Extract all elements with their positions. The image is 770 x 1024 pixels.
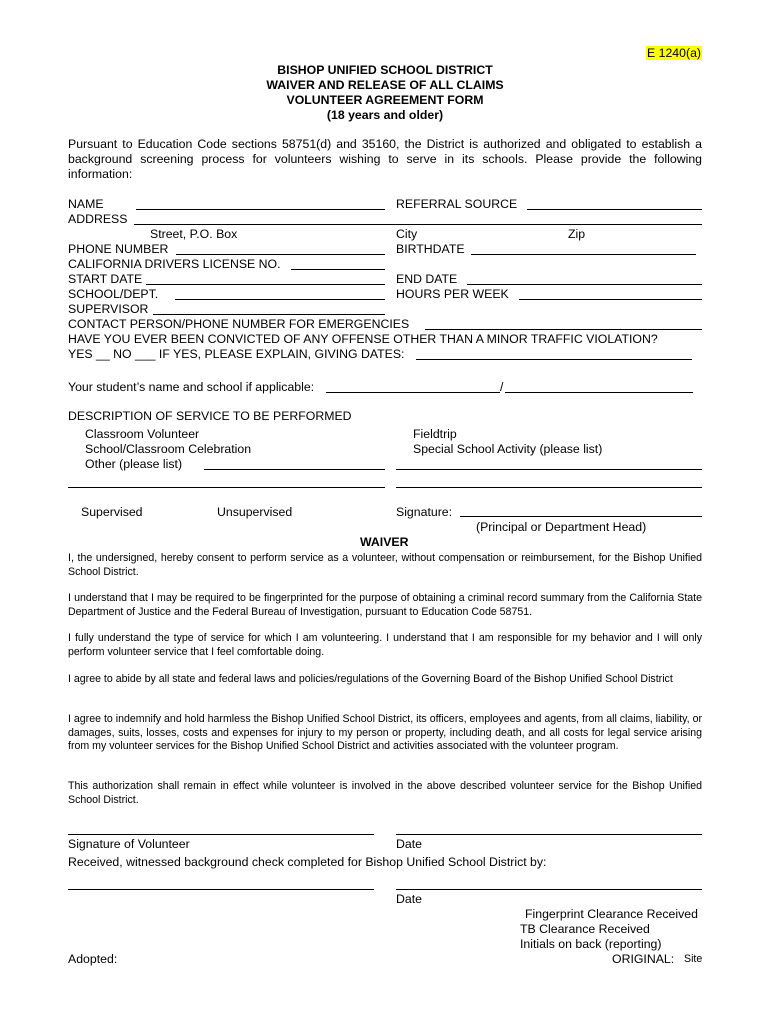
end-date-label: END DATE [396, 272, 458, 286]
celebration-option[interactable]: School/Classroom Celebration [85, 442, 252, 456]
phone-field[interactable] [176, 254, 385, 255]
license-label: CALIFORNIA DRIVERS LICENSE NO. [68, 257, 281, 271]
classroom-volunteer-option[interactable]: Classroom Volunteer [85, 427, 200, 441]
city-hint: City [396, 227, 418, 241]
supervisor-field[interactable] [153, 314, 385, 315]
unsupervised-option[interactable]: Unsupervised [217, 505, 293, 519]
witness-date-label: Date [396, 892, 422, 906]
start-date-field[interactable] [146, 284, 385, 285]
fieldtrip-option[interactable]: Fieldtrip [413, 427, 457, 441]
form-title: WAIVER AND RELEASE OF ALL CLAIMS [266, 78, 504, 92]
original-label: ORIGINAL: [612, 952, 675, 966]
birthdate-field[interactable] [471, 254, 696, 255]
intro-paragraph: Pursuant to Education Code sections 58751(d) and 35160, the District is authorized and obligated to establish a background screening process for volunteers wishing to serve in its schools. Please provide the following information: [68, 137, 702, 181]
age-note: (18 years and older) [326, 108, 444, 122]
other-field[interactable] [204, 469, 385, 470]
school-dept-field[interactable] [175, 299, 385, 300]
witness-signature-field[interactable] [68, 889, 374, 890]
volunteer-signature-field[interactable] [68, 834, 374, 835]
school-dept-label: SCHOOL/DEPT. [68, 287, 159, 301]
student-name-field[interactable] [326, 392, 500, 393]
waiver-authorization-paragraph: This authorization shall remain in effect while volunteer is involved in the above described volunteer service for the Bishop Unified School District. [68, 780, 702, 806]
emergency-contact-field[interactable] [425, 329, 702, 330]
emergency-contact-label: CONTACT PERSON/PHONE NUMBER FOR EMERGENCIES [68, 317, 410, 331]
site-label: Site [684, 953, 703, 965]
address-label: ADDRESS [68, 212, 128, 226]
waiver-heading: WAIVER [360, 535, 409, 549]
referral-source-label: REFERRAL SOURCE [396, 197, 518, 211]
zip-hint: Zip [568, 227, 586, 241]
birthdate-label: BIRTHDATE [396, 242, 465, 256]
student-info-label: Your student’s name and school if applicable: [68, 380, 315, 394]
initials-reporting: Initials on back (reporting) [520, 937, 662, 951]
conviction-question: HAVE YOU EVER BEEN CONVICTED OF ANY OFFENSE OTHER THAN A MINOR TRAFFIC VIOLATION? [68, 332, 658, 346]
volunteer-date-field[interactable] [396, 834, 702, 835]
end-date-field[interactable] [467, 284, 702, 285]
phone-label: PHONE NUMBER [68, 242, 169, 256]
district-title: BISHOP UNIFIED SCHOOL DISTRICT [277, 63, 493, 77]
other-field-line2[interactable] [68, 487, 385, 488]
principal-signature-label: Signature: [396, 505, 453, 519]
fingerprint-clearance: Fingerprint Clearance Received [525, 907, 698, 921]
name-label: NAME [68, 197, 104, 211]
witness-date-field[interactable] [396, 889, 702, 890]
waiver-fingerprint-paragraph: I understand that I may be required to be fingerprinted for the purpose of obtaining a criminal record summary from the California State Department of Justice and the Federal Bureau of Investigation, pursuant to Education Code 58751. [68, 592, 702, 618]
waiver-behavior-paragraph: I fully understand the type of service for which I am volunteering. I understand that I am responsible for my behavior and I will only perform volunteer service that I feel comfortable doing. [68, 632, 702, 658]
principal-signature-field[interactable] [460, 516, 702, 517]
student-school-field[interactable] [505, 392, 693, 393]
yes-no-choice[interactable]: YES __ NO ___ IF YES, PLEASE EXPLAIN, GIVING DATES: [68, 347, 405, 361]
waiver-consent-paragraph: I, the undersigned, hereby consent to perform service as a volunteer, without compensation or reimbursement, for the Bishop Unified School District. [68, 552, 702, 578]
conviction-explanation-field[interactable] [416, 359, 692, 360]
waiver-indemnify-paragraph: I agree to indemnify and hold harmless the Bishop Unified School District, its officers, employees and agents, from all claims, liability, or damages, suits, losses, costs and expenses for injury to my person or property, including death, and all costs for legal service arising from my volunteer services for the Bishop Unified School District and activities associated with the volunteer program. [68, 713, 702, 752]
student-separator: / [500, 380, 504, 394]
referral-source-field[interactable] [527, 209, 702, 210]
waiver-laws-paragraph: I agree to abide by all state and federal laws and policies/regulations of the Governing Board of the Bishop Unified School District [68, 673, 673, 685]
supervisor-label: SUPERVISOR [68, 302, 149, 316]
other-option[interactable]: Other (please list) [85, 457, 183, 471]
adopted-label: Adopted: [68, 952, 118, 966]
form-code: E 1240(a) [647, 46, 702, 60]
signer-title: (Principal or Department Head) [476, 520, 647, 534]
special-activity-field[interactable] [396, 469, 702, 470]
hours-per-week-label: HOURS PER WEEK [396, 287, 509, 301]
volunteer-date-label: Date [396, 837, 422, 851]
address-field[interactable] [134, 224, 702, 225]
supervised-option[interactable]: Supervised [81, 505, 143, 519]
start-date-label: START DATE [68, 272, 143, 286]
received-statement: Received, witnessed background check completed for Bishop Unified School District by: [68, 855, 547, 869]
volunteer-signature-label: Signature of Volunteer [68, 837, 190, 851]
street-hint: Street, P.O. Box [150, 227, 238, 241]
service-heading: DESCRIPTION OF SERVICE TO BE PERFORMED [68, 409, 352, 423]
special-activity-option[interactable]: Special School Activity (please list) [413, 442, 603, 456]
license-field[interactable] [291, 269, 385, 270]
form-subtitle: VOLUNTEER AGREEMENT FORM [286, 93, 484, 107]
name-field[interactable] [136, 209, 385, 210]
hours-per-week-field[interactable] [519, 299, 702, 300]
special-activity-field-line2[interactable] [396, 487, 702, 488]
tb-clearance: TB Clearance Received [520, 922, 650, 936]
